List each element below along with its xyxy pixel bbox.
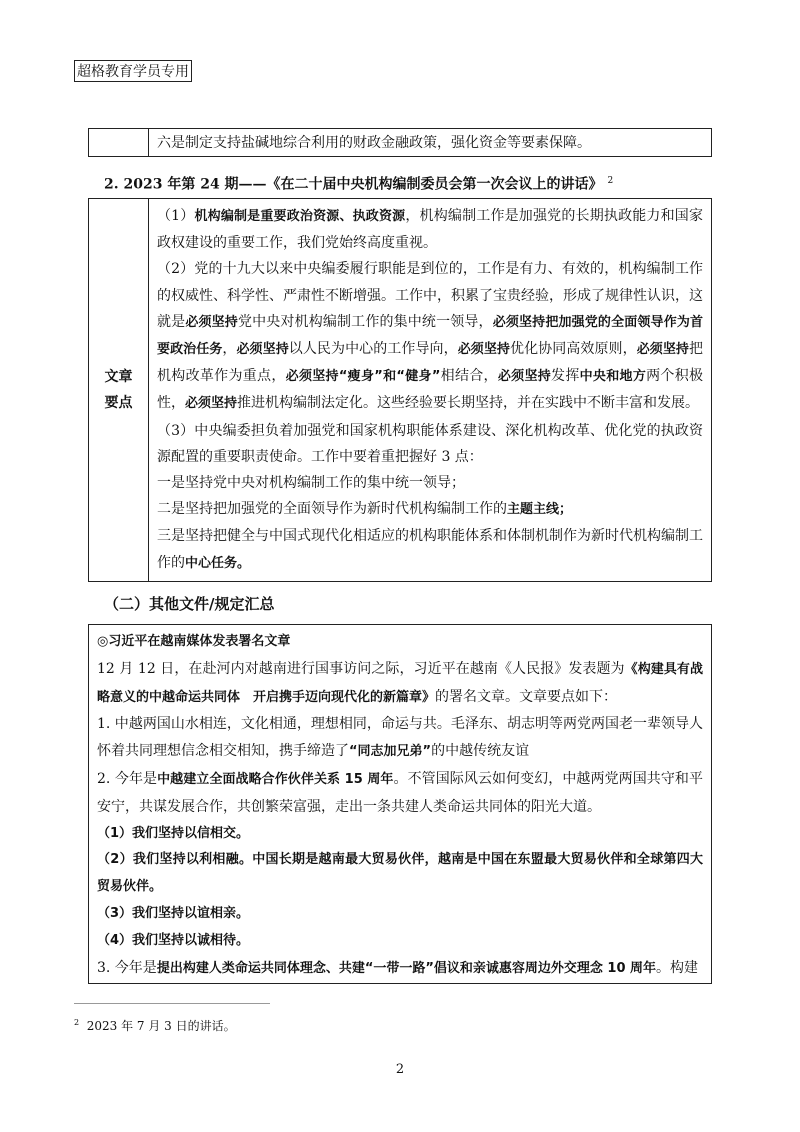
text-run: 。构建 (656, 959, 699, 976)
text-run: 优化协同高效原则， (510, 341, 637, 358)
text-run: 二是坚持把加强党的全面领导作为新时代机构编制工作的 (157, 501, 507, 518)
bold-run: 必须坚持 (457, 342, 510, 358)
bold-run: 必须坚持 (497, 369, 552, 385)
bold-run: 中央和地方 (579, 369, 647, 385)
text-run: ，机构编制工作是加强党的长期执政能力和国家政权建设的重要工作，我们党始终高度重视。 (157, 208, 703, 252)
header-stamp: 超格教育学员专用 (74, 60, 192, 82)
row-label-line2: 要点 (104, 395, 133, 411)
bold-run: “同志加兄弟” (349, 744, 432, 760)
box-intro (97, 656, 703, 712)
bold-run: 必须坚持 (636, 342, 689, 358)
point-3: （3）中央编委担负着加强党和国家机构职能体系建设、深化机构改革、优化党的执政资源配置的重要职责使命。工作中要着重把握好 3 点： (157, 422, 703, 465)
bold-run: 必须坚持 (236, 342, 289, 358)
footnote (74, 1014, 236, 1035)
text-run: ， (222, 341, 237, 358)
footnote-ref: 2 (607, 176, 614, 186)
box-subpoint-2: （2）我们坚持以利相融。中国长期是越南最大贸易伙伴，越南是中国在东盟最大贸易伙伴和全球第四大贸易伙伴。 (97, 852, 703, 895)
box-title: ◎习近平在越南媒体发表署名文章 (97, 634, 291, 649)
text-run: 2. 今年是 (97, 770, 158, 787)
item-heading (104, 171, 613, 195)
bold-run: 机构编制是重要政治资源、执政资源 (194, 209, 406, 224)
text-run: （1） (157, 208, 195, 224)
point-2 (157, 256, 703, 417)
text-run: 党中央对机构编制工作的集中统一领导， (237, 313, 493, 330)
bold-run: 中心任务。 (185, 555, 251, 571)
text-run: 推进机构编制法定化。这些经验要长期坚持，并在实践中不断丰富和发展。 (237, 395, 700, 412)
page-number: 2 (395, 1062, 405, 1077)
point-1 (157, 203, 703, 256)
text-run: 三是坚持把健全与中国式现代化相适应的机构职能体系和体制机制作为新时代机构编制工作的 (157, 528, 703, 571)
bold-run: 必须坚持把加强党的全面领导作为首要政治任务 (157, 314, 703, 358)
box-point-1 (97, 711, 703, 766)
point-3-item-1: 一是坚持党中央对机构编制工作的集中统一领导； (157, 475, 465, 492)
footnote-mark: 2 (74, 1018, 80, 1027)
bold-run: 提出构建人类命运共同体理念、共建“一带一路”倡议和亲诚惠容周边外交理念 10 周年 (156, 960, 657, 976)
bold-run: 《构建具有战略意义的中越命运共同体 开启携手迈向现代化的新篇章》 (97, 661, 703, 705)
text-run: （2）党的十九大以来中央编委履行职能是到位的，工作是有力、有效的，机构编制工作的权威性、科学性、严肃性不断增强。工作中，积累了宝贵经验，形成了规律性认识，这就是 (157, 261, 703, 330)
box-point-2 (97, 766, 703, 821)
bold-run: 必须坚持“瘦身”和“健身” (285, 369, 441, 385)
section-title: （二）其他文件/规定汇总 (104, 595, 275, 613)
text-run: 3. 今年是 (97, 959, 157, 976)
box-subpoint-1: （1）我们坚持以信相交。 (97, 825, 250, 841)
article-points-table (88, 198, 712, 582)
table-label-cell (89, 199, 149, 581)
text-run: 的署名文章。文章要点如下： (435, 688, 618, 705)
box-subpoint-3: （3）我们坚持以谊相亲。 (97, 905, 250, 921)
point-3-item-3 (157, 523, 703, 576)
bold-run: 中越建立全面战略合作伙伴关系 15 周年 (157, 771, 394, 787)
row-label-line1: 文章 (104, 369, 133, 385)
text-run: 12 月 12 日，在赴河内对越南进行国事访问之际，习近平在越南《人民报》发表题为 (97, 660, 625, 677)
text-run: 以人民为中心的工作导向， (288, 341, 458, 358)
text-run: 把机构改革作为重点， (157, 341, 703, 385)
item-heading-text: 2. 2023 年第 24 期——《在二十届中央机构编制委员会第一次会议上的讲话》 (104, 176, 603, 193)
bold-run: 必须坚持 (185, 396, 238, 412)
footnote-divider (74, 1003, 270, 1004)
text-run: 。不管国际风云如何变幻，中越两党两国共守和平安宁，共谋发展合作，共创繁荣富强，走出一条共建人类命运共同体的阳光大道。 (97, 770, 703, 815)
box-subpoint-4: （4）我们坚持以诚相待。 (97, 932, 250, 948)
table-label-cell (89, 129, 149, 156)
table-content-cell (149, 199, 711, 581)
documents-box (88, 624, 712, 984)
text-run: 两个积极性， (157, 368, 704, 412)
table-content-cell: 六是制定支持盐碱地综合利用的财政金融政策，强化资金等要素保障。 (157, 135, 591, 151)
bold-run: 必须坚持 (185, 314, 238, 330)
box-point-3 (97, 955, 703, 983)
point-3-item-2 (157, 496, 703, 523)
table-row-continued (88, 128, 712, 157)
text-run: 发挥 (551, 368, 580, 385)
text-run: 的中越传统友谊 (431, 743, 530, 760)
bold-run: 主题主线； (507, 502, 573, 518)
row-label (105, 364, 133, 416)
text-run: 1. 中越两国山水相连，文化相通，理想相同，命运与共。毛泽东、胡志明等两党两国老一辈领导人怀着共同理想信念相交相知，携手缔造了 (97, 716, 703, 760)
footnote-text: 2023 年 7 月 3 日的讲话。 (86, 1019, 236, 1033)
text-run: 相结合， (440, 368, 498, 385)
